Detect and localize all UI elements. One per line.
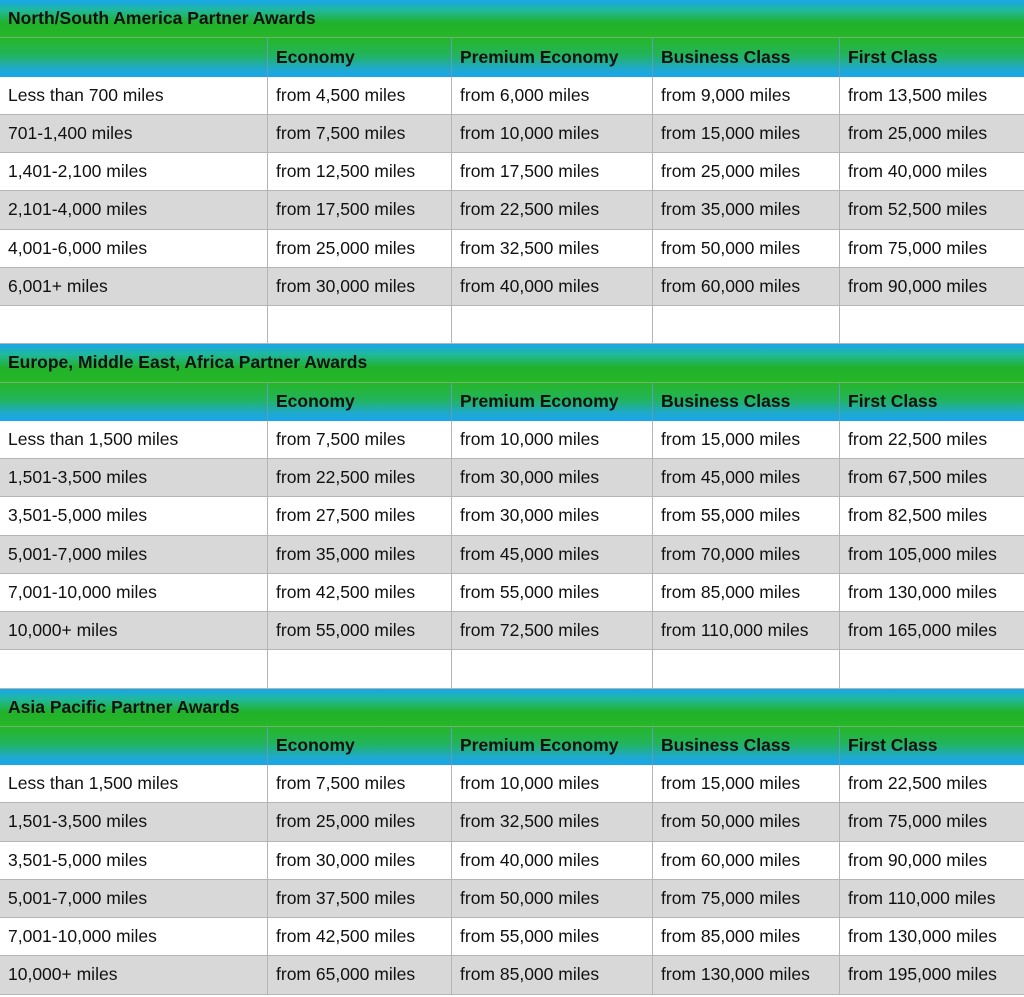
blank-cell bbox=[0, 650, 268, 687]
premium-economy-cell: from 10,000 miles bbox=[452, 115, 653, 152]
blank-cell bbox=[0, 306, 268, 343]
first-class-cell: from 13,500 miles bbox=[848, 84, 988, 105]
table-row bbox=[0, 268, 1024, 306]
premium-economy-cell: from 85,000 miles bbox=[452, 956, 653, 993]
distance-cell: 5,001-7,000 miles bbox=[0, 880, 268, 917]
blank-cell bbox=[268, 306, 452, 343]
column-header-business-class: Business Class bbox=[653, 383, 840, 421]
column-header-row bbox=[0, 727, 1024, 765]
column-header-distance bbox=[0, 38, 268, 76]
first-class-cell: from 110,000 miles bbox=[848, 887, 996, 908]
economy-cell: from 17,500 miles bbox=[268, 191, 452, 228]
table-row bbox=[0, 536, 1024, 574]
column-header-economy: Economy bbox=[268, 727, 452, 765]
distance-cell: 701-1,400 miles bbox=[0, 115, 268, 152]
business-class-cell: from 25,000 miles bbox=[653, 153, 840, 190]
first-class-cell: from 22,500 miles bbox=[848, 428, 988, 449]
table-row bbox=[0, 191, 1024, 229]
business-class-cell: from 110,000 miles bbox=[653, 612, 840, 649]
blank-cell bbox=[268, 650, 452, 687]
distance-cell: 4,001-6,000 miles bbox=[0, 230, 268, 267]
table-row bbox=[0, 803, 1024, 841]
distance-cell: 1,501-3,500 miles bbox=[0, 803, 268, 840]
economy-cell: from 12,500 miles bbox=[268, 153, 452, 190]
column-header-distance bbox=[0, 383, 268, 421]
table-row bbox=[0, 612, 1024, 650]
first-class-cell: from 52,500 miles bbox=[848, 199, 988, 220]
economy-cell: from 25,000 miles bbox=[268, 230, 452, 267]
column-header-row bbox=[0, 38, 1024, 76]
blank-spacer-row bbox=[0, 306, 1024, 344]
table-row bbox=[0, 918, 1024, 956]
table-row bbox=[0, 153, 1024, 191]
business-class-cell: from 15,000 miles bbox=[653, 115, 840, 152]
distance-cell: 2,101-4,000 miles bbox=[0, 191, 268, 228]
blank-cell bbox=[653, 650, 840, 687]
distance-cell: 6,001+ miles bbox=[0, 268, 268, 305]
table-row bbox=[0, 77, 1024, 115]
premium-economy-cell: from 55,000 miles bbox=[452, 574, 653, 611]
business-class-cell: from 70,000 miles bbox=[653, 536, 840, 573]
blank-cell bbox=[653, 306, 840, 343]
blank-cell bbox=[840, 650, 1024, 687]
table-row bbox=[0, 956, 1024, 994]
table-row bbox=[0, 880, 1024, 918]
distance-cell: 1,501-3,500 miles bbox=[0, 459, 268, 496]
blank-cell bbox=[840, 306, 1024, 343]
economy-cell: from 7,500 miles bbox=[268, 765, 452, 802]
column-header-economy: Economy bbox=[268, 383, 452, 421]
economy-cell: from 65,000 miles bbox=[268, 956, 452, 993]
premium-economy-cell: from 6,000 miles bbox=[452, 77, 653, 114]
column-header-first-class: First Class bbox=[848, 46, 938, 67]
business-class-cell: from 60,000 miles bbox=[653, 842, 840, 879]
column-header-first-class: First Class bbox=[848, 735, 938, 756]
first-class-cell: from 195,000 miles bbox=[848, 964, 997, 985]
column-header-business-class: Business Class bbox=[653, 38, 840, 76]
premium-economy-cell: from 17,500 miles bbox=[452, 153, 653, 190]
distance-cell: 10,000+ miles bbox=[0, 956, 268, 993]
business-class-cell: from 130,000 miles bbox=[653, 956, 840, 993]
first-class-cell: from 105,000 miles bbox=[848, 543, 997, 564]
business-class-cell: from 35,000 miles bbox=[653, 191, 840, 228]
first-class-cell: from 75,000 miles bbox=[848, 237, 988, 258]
table-row bbox=[0, 765, 1024, 803]
premium-economy-cell: from 30,000 miles bbox=[452, 459, 653, 496]
premium-economy-cell: from 10,000 miles bbox=[452, 765, 653, 802]
business-class-cell: from 15,000 miles bbox=[653, 421, 840, 458]
premium-economy-cell: from 40,000 miles bbox=[452, 268, 653, 305]
distance-cell: Less than 700 miles bbox=[0, 77, 268, 114]
business-class-cell: from 50,000 miles bbox=[653, 230, 840, 267]
business-class-cell: from 55,000 miles bbox=[653, 497, 840, 534]
distance-cell: 10,000+ miles bbox=[0, 612, 268, 649]
business-class-cell: from 60,000 miles bbox=[653, 268, 840, 305]
economy-cell: from 30,000 miles bbox=[268, 842, 452, 879]
economy-cell: from 37,500 miles bbox=[268, 880, 452, 917]
business-class-cell: from 45,000 miles bbox=[653, 459, 840, 496]
first-class-cell: from 25,000 miles bbox=[848, 122, 988, 143]
column-header-distance bbox=[0, 727, 268, 765]
first-class-cell: from 130,000 miles bbox=[848, 581, 997, 602]
column-header-premium-economy: Premium Economy bbox=[452, 727, 653, 765]
distance-cell: 5,001-7,000 miles bbox=[0, 536, 268, 573]
table-row bbox=[0, 574, 1024, 612]
economy-cell: from 7,500 miles bbox=[268, 421, 452, 458]
column-header-row bbox=[0, 383, 1024, 421]
blank-cell bbox=[452, 650, 653, 687]
table-row bbox=[0, 459, 1024, 497]
business-class-cell: from 50,000 miles bbox=[653, 803, 840, 840]
distance-cell: 7,001-10,000 miles bbox=[0, 574, 268, 611]
distance-cell: 3,501-5,000 miles bbox=[0, 842, 268, 879]
column-header-business-class: Business Class bbox=[653, 727, 840, 765]
premium-economy-cell: from 22,500 miles bbox=[452, 191, 653, 228]
business-class-cell: from 85,000 miles bbox=[653, 918, 840, 955]
economy-cell: from 4,500 miles bbox=[268, 77, 452, 114]
blank-cell bbox=[452, 306, 653, 343]
business-class-cell: from 15,000 miles bbox=[653, 765, 840, 802]
distance-cell: 7,001-10,000 miles bbox=[0, 918, 268, 955]
first-class-cell: from 90,000 miles bbox=[848, 275, 988, 296]
table-row bbox=[0, 842, 1024, 880]
premium-economy-cell: from 45,000 miles bbox=[452, 536, 653, 573]
premium-economy-cell: from 30,000 miles bbox=[452, 497, 653, 534]
distance-cell: 3,501-5,000 miles bbox=[0, 497, 268, 534]
first-class-cell: from 130,000 miles bbox=[848, 926, 997, 947]
section-title-north-south-america: North/South America Partner Awards bbox=[0, 0, 1024, 38]
section-title-europe-middle-east-africa: Europe, Middle East, Africa Partner Awards bbox=[0, 344, 1024, 382]
column-header-premium-economy: Premium Economy bbox=[452, 38, 653, 76]
economy-cell: from 30,000 miles bbox=[268, 268, 452, 305]
economy-cell: from 55,000 miles bbox=[268, 612, 452, 649]
section-title-asia-pacific: Asia Pacific Partner Awards bbox=[0, 689, 1024, 727]
economy-cell: from 25,000 miles bbox=[268, 803, 452, 840]
premium-economy-cell: from 32,500 miles bbox=[452, 803, 653, 840]
table-row bbox=[0, 497, 1024, 535]
first-class-cell: from 82,500 miles bbox=[848, 505, 988, 526]
premium-economy-cell: from 50,000 miles bbox=[452, 880, 653, 917]
table-row bbox=[0, 115, 1024, 153]
economy-cell: from 7,500 miles bbox=[268, 115, 452, 152]
distance-cell: 1,401-2,100 miles bbox=[0, 153, 268, 190]
first-class-cell: from 165,000 miles bbox=[848, 620, 997, 641]
premium-economy-cell: from 40,000 miles bbox=[452, 842, 653, 879]
economy-cell: from 42,500 miles bbox=[268, 574, 452, 611]
business-class-cell: from 9,000 miles bbox=[653, 77, 840, 114]
first-class-cell: from 90,000 miles bbox=[848, 849, 988, 870]
economy-cell: from 22,500 miles bbox=[268, 459, 452, 496]
premium-economy-cell: from 72,500 miles bbox=[452, 612, 653, 649]
economy-cell: from 42,500 miles bbox=[268, 918, 452, 955]
distance-cell: Less than 1,500 miles bbox=[0, 765, 268, 802]
first-class-cell: from 22,500 miles bbox=[848, 773, 988, 794]
first-class-cell: from 40,000 miles bbox=[848, 161, 988, 182]
premium-economy-cell: from 32,500 miles bbox=[452, 230, 653, 267]
first-class-cell: from 67,500 miles bbox=[848, 467, 988, 488]
column-header-economy: Economy bbox=[268, 38, 452, 76]
business-class-cell: from 75,000 miles bbox=[653, 880, 840, 917]
table-row bbox=[0, 230, 1024, 268]
economy-cell: from 35,000 miles bbox=[268, 536, 452, 573]
column-header-first-class: First Class bbox=[848, 391, 938, 412]
distance-cell: Less than 1,500 miles bbox=[0, 421, 268, 458]
premium-economy-cell: from 10,000 miles bbox=[452, 421, 653, 458]
column-header-premium-economy: Premium Economy bbox=[452, 383, 653, 421]
table-row bbox=[0, 421, 1024, 459]
blank-spacer-row bbox=[0, 650, 1024, 688]
economy-cell: from 27,500 miles bbox=[268, 497, 452, 534]
premium-economy-cell: from 55,000 miles bbox=[452, 918, 653, 955]
business-class-cell: from 85,000 miles bbox=[653, 574, 840, 611]
first-class-cell: from 75,000 miles bbox=[848, 811, 988, 832]
